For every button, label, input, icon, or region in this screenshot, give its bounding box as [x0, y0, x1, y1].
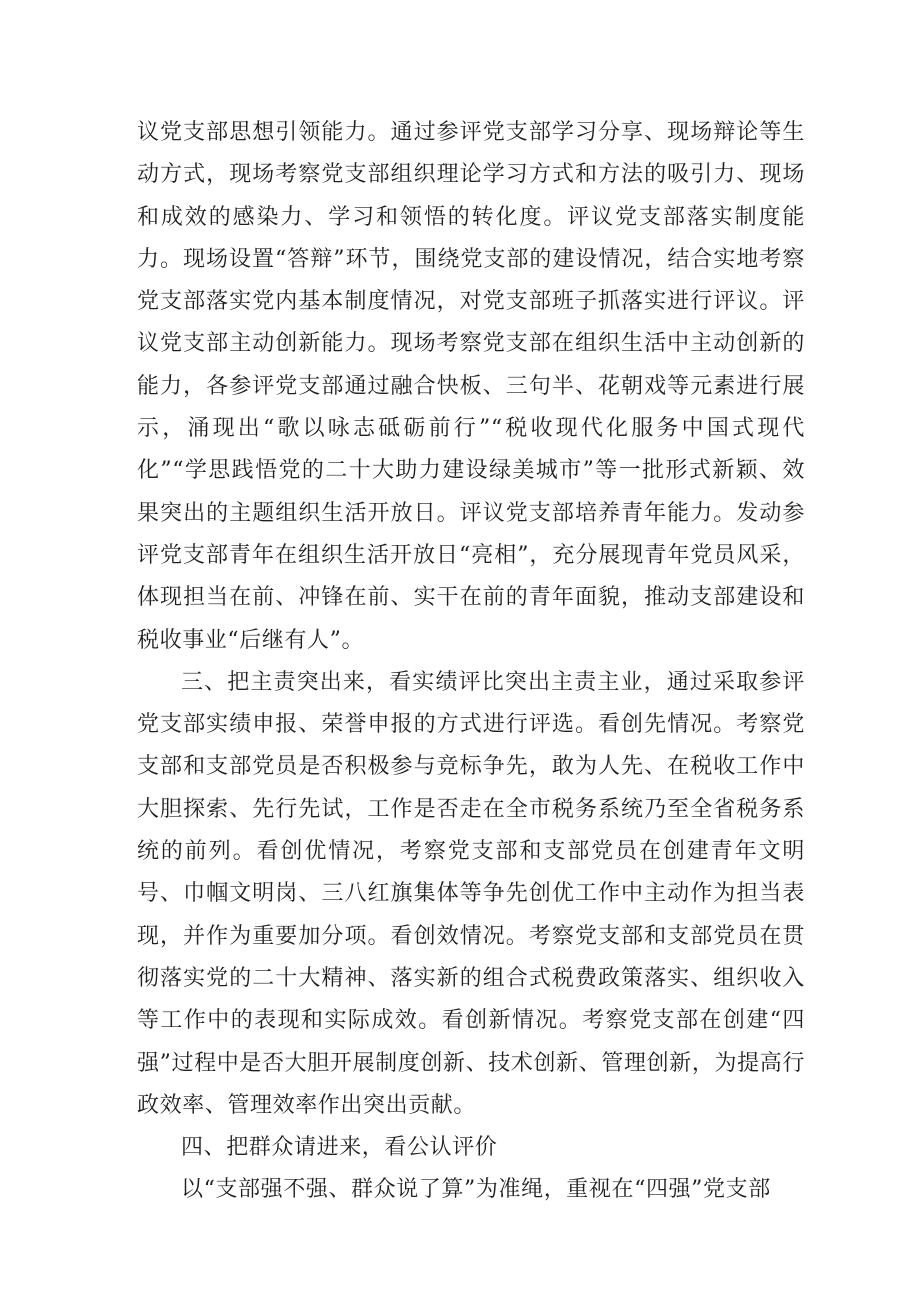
heading-section-four: 四、把群众请进来，看公认评价 [181, 1135, 498, 1161]
paragraph-section-four-start: 以“支部强不强、群众说了算”为准绳，重视在“四强”党支部 [181, 1177, 771, 1203]
paragraph-section-three: 三、把主责突出来，看实绩评比突出主责主业，通过采取参评党支部实绩申报、荣誉申报的方式进行评选。看创先情况。考察党支部和支部党员是否积极参与竞标争先，敢为人先、在税收工作中大胆探索、先行先试，工作是否走在全市税务系统乃至全省税务系统的前列。看创优情况，考察党支部和支部党员在创建青年文明号、巾帼文明岗、三八红旗集体等争先创优工作中主动作为担当表现，并作为重要加分项。看创效情况。考察党支部和支部党员在贯彻落实党的二十大精神、落实新的组合式税费政策落实、组织收入等工作中的表现和实际成效。看创新情况。考察党支部在创建“四强”过程中是否大胆开展制度创新、技术创新、管理创新，为提高行政效率、管理效率作出突出贡献。 [137, 669, 805, 1118]
document-body [137, 112, 805, 1212]
paragraph-evaluation-abilities: 议党支部思想引领能力。通过参评党支部学习分享、现场辩论等生动方式，现场考察党支部组织理论学习方式和方法的吸引力、现场和成效的感染力、学习和领悟的转化度。评议党支部落实制度能力。现场设置“答辩”环节，围绕党支部的建设情况，结合实地考察党支部落实党内基本制度情况，对党支部班子抓落实进行评议。评议党支部主动创新能力。现场考察党支部在组织生活中主动创新的能力，各参评党支部通过融合快板、三句半、花朝戏等元素进行展示，涌现出“歌以咏志砥砺前行”“税收现代化服务中国式现代化”“学思践悟党的二十大助力建设绿美城市”等一批形式新颖、效果突出的主题组织生活开放日。评议党支部培养青年能力。发动参评党支部青年在组织生活开放日“亮相”，充分展现青年党员风采，体现担当在前、冲锋在前、实干在前的青年面貌，推动支部建设和税收事业“后继有人”。 [137, 120, 805, 653]
